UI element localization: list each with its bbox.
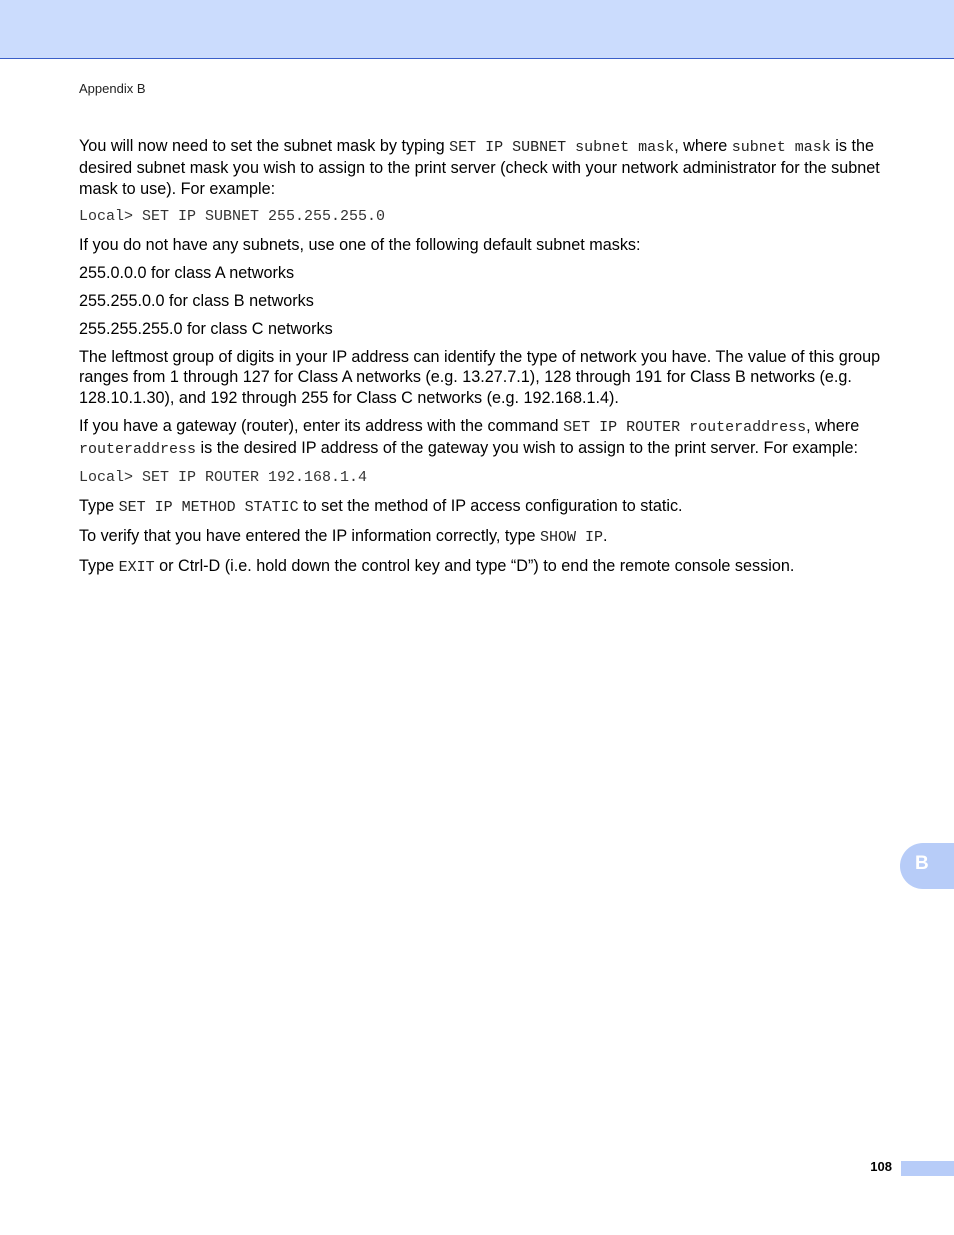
inline-code: SET IP METHOD STATIC <box>118 499 299 517</box>
paragraph-subnet-intro: You will now need to set the subnet mask by typing SET IP SUBNET subnet mask, where subnet mask is the desired subnet mask you wish to assign to the print server (check with your network administrator for the subnet mask to use). For example: <box>79 137 880 198</box>
paragraph-method-static: Type SET IP METHOD STATIC to set the method of IP access configuration to static. <box>79 497 683 517</box>
header-band <box>0 0 954 59</box>
inline-code: SHOW IP <box>539 529 603 547</box>
footer-bar <box>901 1161 954 1176</box>
code-example-subnet: Local> SET IP SUBNET 255.255.255.0 <box>79 207 386 225</box>
inline-code: routeraddress <box>79 441 197 459</box>
page-content <box>79 136 891 586</box>
inline-code: SET IP SUBNET subnet mask <box>449 139 675 156</box>
code-example-router: Local> SET IP ROUTER 192.168.1.4 <box>79 469 368 487</box>
inline-code: SET IP ROUTER routeraddress <box>563 418 807 436</box>
paragraph-default-masks: If you do not have any subnets, use one of the following default subnet masks: <box>79 235 641 254</box>
page-number: 108 <box>870 1159 892 1174</box>
paragraph-class-a: 255.0.0.0 for class A networks <box>79 263 295 282</box>
paragraph-gateway: If you have a gateway (router), enter its address with the command SET IP ROUTER routeraddress, where routeraddress is the desired IP address of the gateway you wish to assign to the print server. For example: <box>79 416 860 459</box>
paragraph-show-ip: To verify that you have entered the IP information correctly, type SHOW IP. <box>79 527 608 547</box>
inline-code: EXIT <box>118 559 155 577</box>
running-head: Appendix B <box>79 81 146 96</box>
paragraph-network-classes: The leftmost group of digits in your IP address can identify the type of network you have. The value of this group ranges from 1 through 127 for Class A networks (e.g. 13.27.7.1), 128 through 191 for Class B networks (e.g. 128.10.1.30), and 192 through 255 for Class C networks (e.g. 192.168.1.4). <box>79 347 881 407</box>
inline-code: subnet mask <box>731 139 831 156</box>
paragraph-class-b: 255.255.0.0 for class B networks <box>79 291 314 310</box>
paragraph-exit: Type EXIT or Ctrl-D (i.e. hold down the control key and type “D”) to end the remote console session. <box>79 557 795 577</box>
paragraph-class-c: 255.255.255.0 for class C networks <box>79 319 333 338</box>
appendix-b-tab <box>900 843 954 889</box>
appendix-tab-label: B <box>915 853 929 874</box>
